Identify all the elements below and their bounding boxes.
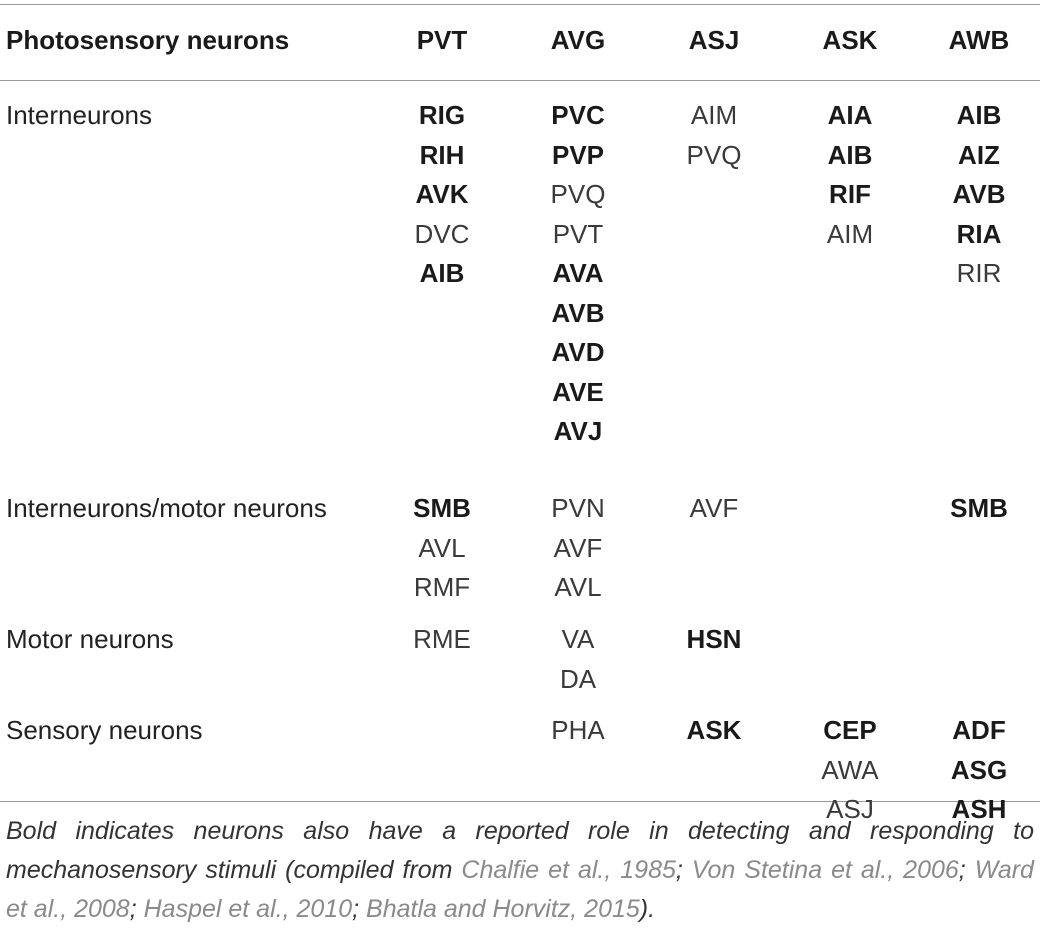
neuron-name: PHA: [551, 715, 605, 745]
neuron-name: AVB: [551, 297, 605, 328]
table-footnote: [6, 812, 1034, 929]
neuron-name: SMB: [413, 493, 471, 523]
neuron-name: RIH: [419, 139, 465, 170]
neuron-name: AVL: [418, 532, 466, 563]
neuron-name: AIB: [419, 258, 465, 288]
neuron-name: AVL: [554, 572, 602, 602]
neuron-name: AIM: [826, 218, 874, 249]
table-cell: [918, 480, 1040, 616]
table-body: [0, 81, 1040, 833]
neuron-name: PVT: [552, 218, 604, 249]
neuron-name: AIM: [690, 100, 738, 130]
neuron-name: AIB: [956, 100, 1002, 130]
table-cell: [374, 81, 510, 480]
footnote-separator: ;: [352, 895, 367, 923]
neuron-name: AVA: [552, 258, 604, 288]
header-photosensory-neurons: Photosensory neurons: [6, 25, 290, 55]
reference-link[interactable]: Ward et al., 2008: [6, 856, 1034, 923]
table-cell: [374, 480, 510, 616]
footnote-separator: ;: [675, 856, 692, 884]
table-cell: [918, 616, 1040, 706]
table-cell: [374, 616, 510, 706]
neuron-name: AVK: [415, 179, 469, 209]
header-row: [0, 0, 1040, 81]
reference-link[interactable]: Bhatla and Horvitz, 2015: [366, 895, 640, 923]
neuron-name: PVQ: [686, 139, 742, 170]
table-cell: [782, 480, 918, 616]
table-cell: [646, 616, 782, 706]
neuron-name: RME: [413, 624, 471, 654]
table-cell: [782, 616, 918, 706]
neuron-name: RMF: [413, 572, 471, 602]
neuron-name: RIG: [418, 100, 466, 130]
reference-link[interactable]: Haspel et al., 2010: [143, 895, 353, 923]
neuron-name: VA: [561, 624, 595, 654]
neuron-name: ASJ: [826, 794, 874, 824]
neuron-name: ASG: [950, 754, 1008, 785]
reference-link[interactable]: Chalfie et al., 1985: [461, 856, 676, 884]
table-cell: [510, 480, 646, 616]
neuron-name: AVF: [689, 493, 739, 523]
neuron-name: SMB: [950, 493, 1008, 523]
neuron-name: ADF: [952, 715, 1006, 745]
neuron-name: RIR: [956, 258, 1002, 288]
table-row: [0, 616, 1040, 706]
neuron-name: AIB: [827, 139, 873, 170]
neuron-name: AVB: [952, 179, 1006, 209]
neuron-name: PVC: [551, 100, 605, 130]
row-label: Interneurons: [6, 100, 152, 130]
row-label: Sensory neurons: [6, 715, 203, 745]
neuron-name: HSN: [686, 624, 742, 654]
neuron-name: AIZ: [958, 139, 1000, 170]
neuron-name: RIF: [829, 179, 871, 209]
neuron-name: CEP: [823, 715, 877, 745]
table-cell: [646, 81, 782, 480]
header-ask: ASK: [822, 25, 878, 55]
neuron-name: AVJ: [553, 416, 603, 446]
neuron-name: ASH: [951, 794, 1007, 824]
footnote-separator: ;: [129, 895, 144, 923]
footnote-text: Bold indicates neurons also have a reported role in detecting and responding to mechanosensory stimuli (compiled from: [6, 817, 1034, 884]
neuron-name: DA: [559, 663, 597, 694]
row-label: Interneurons/motor neurons: [6, 493, 327, 523]
neuron-name: AIA: [827, 100, 873, 130]
neuron-name: PVP: [551, 139, 605, 170]
neuron-name: ASK: [686, 715, 742, 745]
table-cell: [782, 81, 918, 480]
neuron-name: AVF: [553, 532, 603, 563]
table-cell: [646, 480, 782, 616]
header-awb: AWB: [948, 25, 1010, 55]
reference-link[interactable]: Von Stetina et al., 2006: [691, 856, 959, 884]
neuron-name: AVD: [551, 337, 605, 367]
footnote-separator: ;: [958, 856, 975, 884]
neuron-name: PVN: [551, 493, 605, 523]
table-cell: [510, 616, 646, 706]
table-cell: [918, 81, 1040, 480]
table-row: [0, 81, 1040, 480]
footnote-text: ).: [639, 895, 656, 923]
neuron-name: RIA: [956, 218, 1002, 249]
header-asj: ASJ: [688, 25, 740, 55]
neuron-name: DVC: [414, 218, 470, 249]
header-pvt: PVT: [416, 25, 468, 55]
neuron-name: PVQ: [550, 179, 606, 209]
table-row: [0, 480, 1040, 616]
neuron-name: AWA: [821, 754, 879, 785]
header-avg: AVG: [550, 25, 606, 55]
neuron-name: AVE: [552, 376, 604, 407]
table-cell: [510, 81, 646, 480]
row-label: Motor neurons: [6, 624, 174, 654]
